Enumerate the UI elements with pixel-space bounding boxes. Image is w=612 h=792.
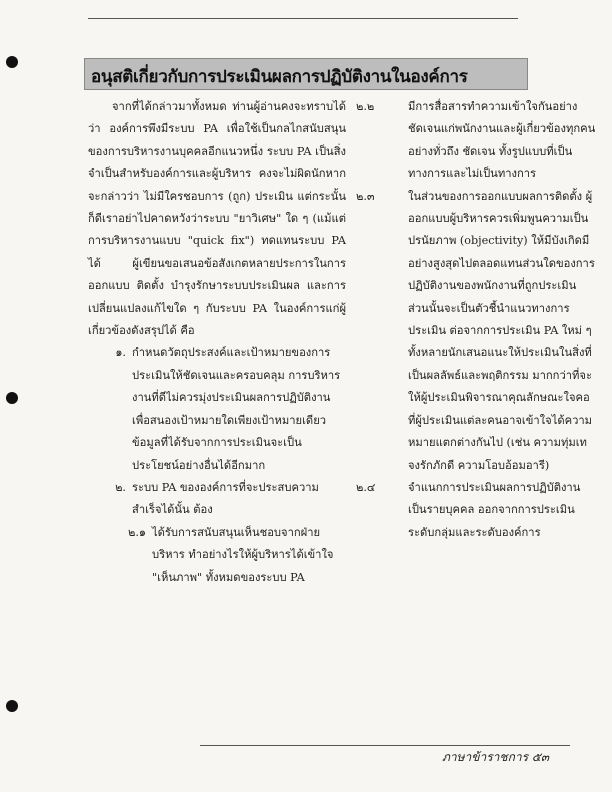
sub-list-item [356, 186, 596, 477]
sub-item-text: มีการสื่อสารทำความเข้าใจกันอย่างชัดเจนแก่พนักงานและผู้เกี่ยวข้องทุกคน อย่างทั่วถึง ชัดเจน ทั้งรูปแบบที่เป็นทางการและไม่เป็นทางการ [408, 100, 596, 181]
binder-hole-middle [6, 392, 18, 404]
top-rule [88, 18, 518, 19]
page-title: อนุสติเกี่ยวกับการประเมินผลการปฏิบัติงานในองค์การ [91, 67, 468, 87]
sub-list-item [356, 96, 596, 186]
page-footer: ภาษาข้าราชการ ๕๓ [442, 750, 550, 764]
sub-item-number: ๒.๑ [127, 525, 146, 539]
sub-item-number: ๒.๓ [356, 189, 375, 203]
item-text: กำหนดวัตถุประสงค์และเป้าหมายของการประเมินให้ชัดเจนและครอบคลุม การบริหารงานที่ดีไม่ควรมุ่งประเมินผลการปฏิบัติงาน เพื่อสนองเป้าหมายใดเพียงเป้าหมายเดียว ข้อมูลที่ได้รับจากการประเมินจะเป็นประโยชน์อย่างอื่นได้อีกมาก [132, 346, 341, 472]
intro-paragraph: จากที่ได้กล่าวมาทั้งหมด ท่านผู้อ่านคงจะทราบได้ว่า องค์การพึงมีระบบ PA เพื่อใช้เป็นกลไกสนับสนุนของการบริหารงานบุคคลอีกแนวหนึ่ง ระบบ PA เป็นสิ่งจำเป็นสำหรับองค์การและผู้บริหาร คงจะไม่ผิดนักหากจะกล่าวว่า ไม่มีใครชอบการ (ถูก) ประเมิน แต่กระนั้นก็ดีเราอย่าไปคาดหวังว่าระบบ "ยาวิเศษ" ใด ๆ (แม้แต่การบริหารงานแบบ "quick fix") ทดแทนระบบ PA ได้ ผู้เขียนขอเสนอข้อสังเกตหลายประการในการออกแบบ ติดตั้ง บำรุงรักษาระบบประเมินผล และการเปลี่ยนแปลงแก้ไขใด ๆ กับระบบ PA ในองค์การแก่ผู้เกี่ยวข้องดังสรุปได้ คือ [88, 100, 346, 338]
right-column [356, 96, 596, 544]
item-number: ๒. [115, 480, 126, 494]
item-text: ระบบ PA ขององค์การที่จะประสบความสำเร็จได้นั้น ต้อง [132, 480, 319, 517]
sub-item-number: ๒.๒ [356, 100, 375, 113]
binder-hole-bottom [6, 700, 18, 712]
item-number: ๑. [115, 346, 126, 360]
sub-list-item [356, 477, 596, 544]
left-column [88, 96, 346, 589]
sub-item-number: ๒.๔ [356, 480, 376, 494]
sub-item-text: จำแนกการประเมินผลการปฏิบัติงานเป็นรายบุคคล ออกจากการประเมินระดับกลุ่มและระดับองค์การ [408, 480, 581, 539]
sub-item-text: ในส่วนของการออกแบบผลการติดตั้ง ผู้ออกแบบผู้บริหารควรเพิ่มพูนความเป็นปรนัยภาพ (objectivity) ให้มีบังเกิดมีอย่างสูงสุดไปตลอดแทนส่วนใดของการปฏิบัติงานของพนักงานที่ถูกประเมิน ส่วนนั้นจะเป็นตัวชี้นำแนวทางการประเมิน ต่อจากการประเมิน PA ใหม่ ๆ ทั้งหลายนักเสนอแนะให้ประเมินในสิ่งที่เป็นผลลัพธ์และพฤติกรรม มากกว่าที่จะให้ผู้ประเมินพิจารณาคุณลักษณะใจคอที่ผู้ประเมินแต่ละคนอาจเข้าใจได้ความหมายแตกต่างกันไป (เช่น ความทุ่มเทจงรักภักดี ความโอบอ้อมอารี) [408, 189, 595, 472]
sub-item-text: ได้รับการสนับสนุนเห็นชอบจากฝ่ายบริหาร ทำอย่างไรให้ผู้บริหารได้เข้าใจ "เห็นภาพ" ทั้งหมดของระบบ PA [152, 525, 334, 584]
binder-hole-top [6, 56, 18, 68]
list-item [88, 477, 346, 522]
list-item [88, 342, 346, 476]
title-banner [84, 58, 528, 90]
footer-rule [200, 745, 570, 746]
sub-list-item [88, 522, 346, 589]
